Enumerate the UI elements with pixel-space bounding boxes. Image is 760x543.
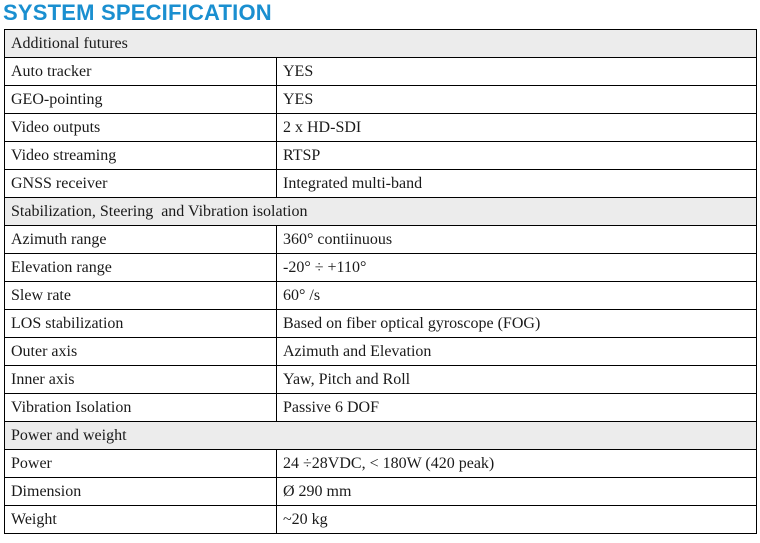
spec-label: Video streaming: [5, 142, 277, 170]
table-row: [5, 450, 757, 478]
table-row: [5, 338, 757, 366]
spec-label: Auto tracker: [5, 58, 277, 86]
spec-value: 2 x HD-SDI: [277, 114, 757, 142]
spec-label: Weight: [5, 506, 277, 534]
section-heading: Power and weight: [5, 422, 757, 450]
spec-label: Azimuth range: [5, 226, 277, 254]
table-row: [5, 142, 757, 170]
section-header: [5, 30, 757, 58]
section-heading: Stabilization, Steering and Vibration isolation: [5, 198, 757, 226]
table-row: [5, 366, 757, 394]
spec-label: GEO-pointing: [5, 86, 277, 114]
spec-value: YES: [277, 86, 757, 114]
spec-label: Inner axis: [5, 366, 277, 394]
spec-value: ~20 kg: [277, 506, 757, 534]
table-row: [5, 254, 757, 282]
table-row: [5, 310, 757, 338]
table-row: [5, 58, 757, 86]
table-row: [5, 478, 757, 506]
spec-value: 360° contiinuous: [277, 226, 757, 254]
spec-table: [4, 29, 757, 534]
table-row: [5, 394, 757, 422]
spec-value: -20° ÷ +110°: [277, 254, 757, 282]
spec-value: YES: [277, 58, 757, 86]
spec-value: Yaw, Pitch and Roll: [277, 366, 757, 394]
spec-label: Video outputs: [5, 114, 277, 142]
spec-value: Based on fiber optical gyroscope (FOG): [277, 310, 757, 338]
section-header: [5, 198, 757, 226]
spec-value: Ø 290 mm: [277, 478, 757, 506]
table-row: [5, 282, 757, 310]
spec-value: 60° /s: [277, 282, 757, 310]
table-row: [5, 506, 757, 534]
spec-label: Vibration Isolation: [5, 394, 277, 422]
table-row: [5, 226, 757, 254]
spec-label: Outer axis: [5, 338, 277, 366]
spec-label: Power: [5, 450, 277, 478]
spec-value: Azimuth and Elevation: [277, 338, 757, 366]
page-title: SYSTEM SPECIFICATION: [3, 0, 272, 25]
spec-label: Slew rate: [5, 282, 277, 310]
spec-value: Passive 6 DOF: [277, 394, 757, 422]
spec-label: Elevation range: [5, 254, 277, 282]
spec-label: GNSS receiver: [5, 170, 277, 198]
spec-label: Dimension: [5, 478, 277, 506]
spec-value: Integrated multi-band: [277, 170, 757, 198]
spec-label: LOS stabilization: [5, 310, 277, 338]
table-row: [5, 86, 757, 114]
spec-value: 24 ÷28VDC, < 180W (420 peak): [277, 450, 757, 478]
spec-value: RTSP: [277, 142, 757, 170]
section-heading: Additional futures: [5, 30, 757, 58]
section-header: [5, 422, 757, 450]
table-row: [5, 114, 757, 142]
table-row: [5, 170, 757, 198]
